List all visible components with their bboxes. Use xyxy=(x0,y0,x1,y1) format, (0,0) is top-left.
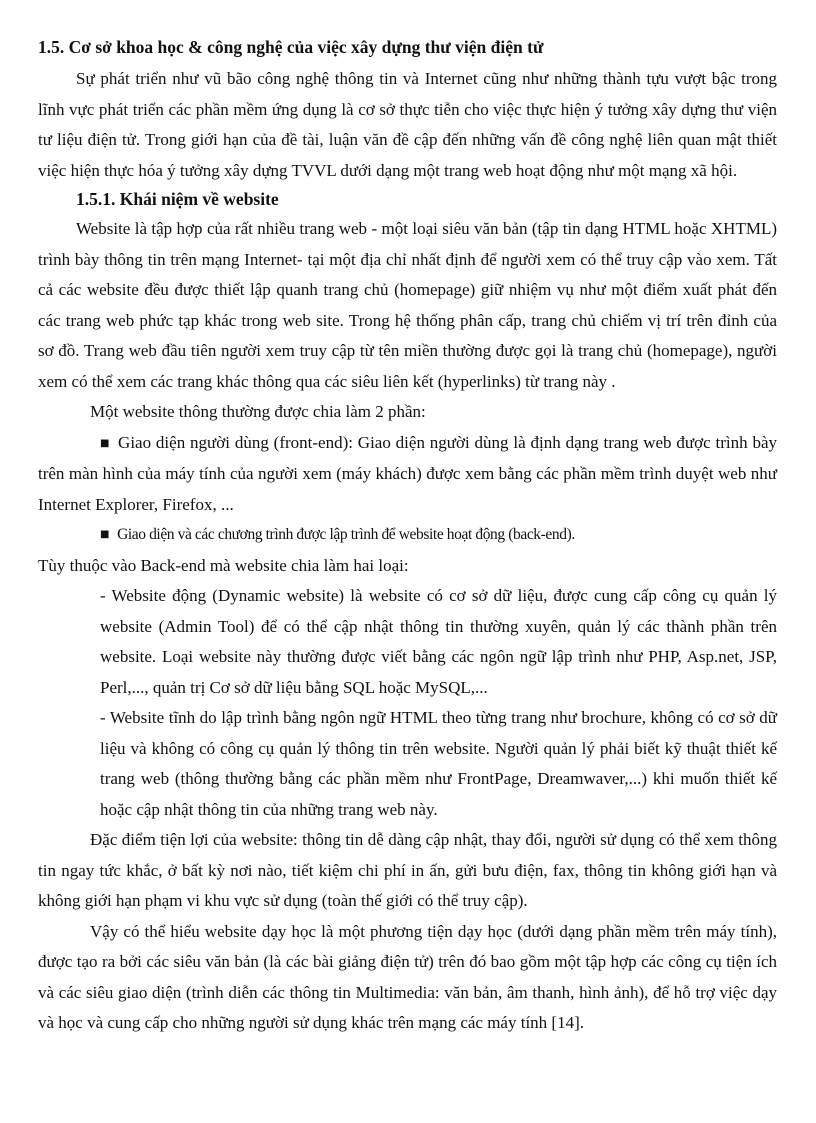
website-definition-paragraph: Website là tập hợp của rất nhiều trang web - một loại siêu văn bản (tập tin dạng HTML hoặc XHTML) trình bày thông tin trên mạng Internet- tại một địa chỉ nhất định để người xem có thể truy cập vào xem. Tất cả các website đều được thiết lập quanh trang chủ (homepage) giữ nhiệm vụ như một điểm xuất phát đến các trang web phức tạp khác trong web site. Trong hệ thống phân cấp, trang chủ chiếm vị trí trên đỉnh của sơ đồ. Trang web đầu tiên người xem truy cập từ tên miền thường được gọi là trang chủ (homepage), người xem có thể xem các trang khác thông qua các siêu liên kết (hyperlinks) từ trang này . xyxy=(38,219,777,391)
list-item-text: Giao diện người dùng (front-end): Giao diện người dùng là định dạng trang web được trình bày trên màn hình của máy tính của người xem (máy khách) được xem bằng các phần mềm trình duyệt web như Internet Explorer, Firefox, ... xyxy=(38,432,777,514)
list-item-front-end xyxy=(38,428,777,521)
square-bullet-icon: ■ xyxy=(100,529,110,540)
website-parts-intro: Một website thông thường được chia làm 2 phần: xyxy=(90,402,426,421)
list-item-text: Giao diện và các chương trình được lập trình để website hoạt động (back-end). xyxy=(117,526,575,543)
website-types-intro: Tùy thuộc vào Back-end mà website chia làm hai loại: xyxy=(38,555,409,575)
teaching-website-paragraph: Vậy có thể hiểu website dạy học là một phương tiện dạy học (dưới dạng phần mềm trên máy tính), được tạo ra bởi các siêu văn bản (là các bài giảng điện tử) trên đó bao gồm một tập hợp các công cụ tiện ích và các siêu giao diện (trình diễn các thông tin Multimedia: văn bản, âm thanh, hình ảnh), để hỗ trợ việc dạy và học và cung cấp cho những người sử dụng khác trên mạng các máy tính [14]. xyxy=(38,921,777,1032)
static-website-item: - Website tĩnh do lập trình bằng ngôn ngữ HTML theo từng trang như brochure, không có cơ sở dữ liệu và không có công cụ quản lý thông tin trên website. Người quản lý phải biết kỹ thuật thiết kế trang web (thông thường bằng các phần mềm như FrontPage, Dreamwaver,...) khi muốn thiết kế hoặc cập nhật thông tin của những trang web này. xyxy=(100,708,777,819)
website-advantages-paragraph: Đặc điểm tiện lợi của website: thông tin dễ dàng cập nhật, thay đổi, người sử dụng có thể xem thông tin ngay tức khắc, ở bất kỳ nơi nào, tiết kiệm chi phí in ấn, gửi bưu điện, fax, thông tin không giới hạn và không giới hạn phạm vi khu vực sử dụng (toàn thế giới có thể truy cập). xyxy=(38,830,777,910)
list-item-back-end xyxy=(38,520,777,551)
square-bullet-icon: ■ xyxy=(100,437,111,449)
subsection-heading: 1.5.1. Khái niệm về website xyxy=(76,189,279,209)
document-page xyxy=(38,36,777,1039)
section-heading: 1.5. Cơ sở khoa học & công nghệ của việc xây dựng thư viện điện tử xyxy=(38,37,544,57)
dynamic-website-item: - Website động (Dynamic website) là website có cơ sở dữ liệu, được cung cấp công cụ quản lý website (Admin Tool) để có thể cập nhật thông tin thường xuyên, quản lý các thành phần trên website. Loại website này thường được viết bằng các ngôn ngữ lập trình như PHP, Asp.net, JSP, Perl,..., quản trị Cơ sở dữ liệu bằng SQL hoặc MySQL,... xyxy=(100,586,777,697)
section-intro-paragraph: Sự phát triển như vũ bão công nghệ thông tin và Internet cũng như những thành tựu vượt bậc trong lĩnh vực phát triển các phần mềm ứng dụng là cơ sở thực tiễn cho việc thực hiện ý tưởng xây dựng thư viện tư liệu điện tử. Trong giới hạn của đề tài, luận văn đề cập đến những vấn đề công nghệ liên quan mật thiết việc hiện thực hóa ý tưởng xây dựng TVVL dưới dạng một trang web hoạt động như một mạng xã hội. xyxy=(38,69,777,180)
